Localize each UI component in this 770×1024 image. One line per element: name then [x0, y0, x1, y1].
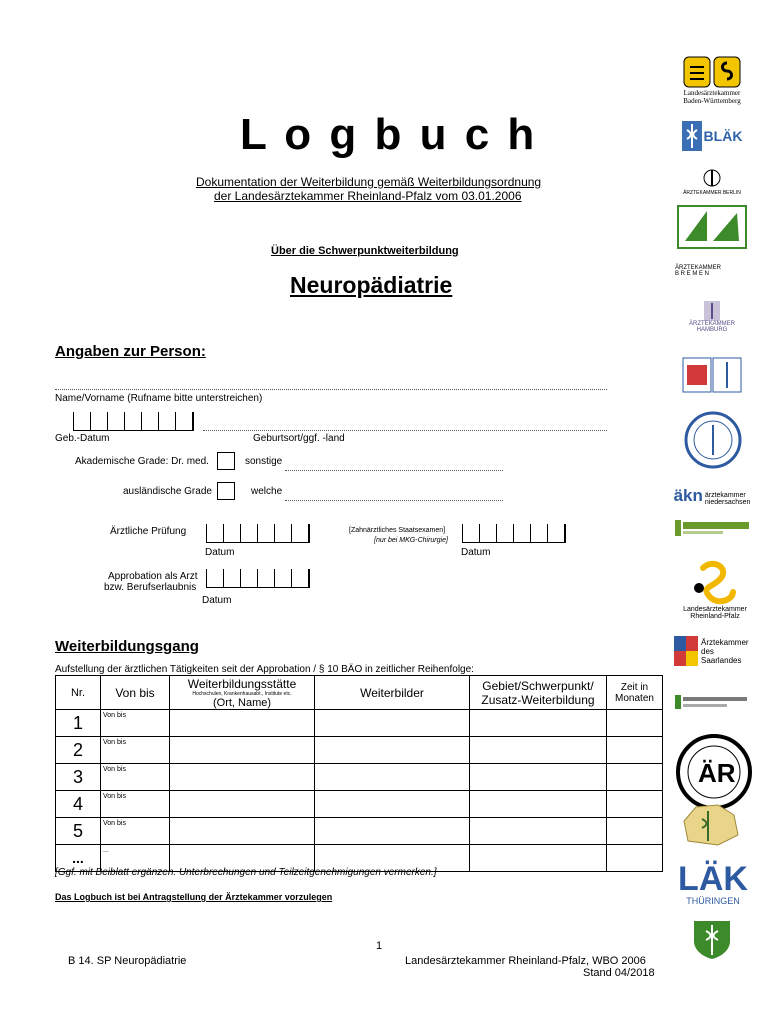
- row-area-cell[interactable]: [470, 764, 607, 791]
- row-von-bis[interactable]: Von bis: [101, 818, 170, 845]
- row-number: 2: [56, 737, 101, 764]
- academic-degree-label: Akademische Grade: Dr. med.: [75, 456, 209, 467]
- logo-rlp-line2: Rheinland-Pfalz: [690, 613, 740, 620]
- document-subtitle-line1: Dokumentation der Weiterbildung gemäß Weiterbildungsordnung: [196, 175, 542, 189]
- logo-baden-wuerttemberg: [672, 50, 752, 110]
- table-row: [56, 791, 663, 818]
- training-table: [55, 675, 663, 872]
- footer-right-line1: Landesärztekammer Rheinland-Pfalz, WBO 2006: [405, 955, 646, 967]
- row-site-cell[interactable]: [170, 710, 315, 737]
- foreign-degree-label: ausländische Grade: [123, 486, 212, 497]
- mkg-label: [nur bei MKG-Chirurgie]: [374, 537, 448, 544]
- col-site-small: Hochschulen, Krankenhausabt., Institute etc.: [192, 690, 292, 697]
- row-time-cell[interactable]: [607, 791, 663, 818]
- logo-niedersachsen: [672, 476, 752, 506]
- logo-aekn-line1: ärztekammer: [704, 492, 746, 499]
- round-seal-icon: [680, 411, 746, 469]
- logo-hamburg-line2: HAMBURG: [696, 327, 728, 333]
- row-area-cell[interactable]: [470, 818, 607, 845]
- name-label: Name/Vorname (Rufname bitte unterstreichen): [55, 393, 263, 404]
- document-subtitle-line2: der Landesärztekammer Rheinland-Pfalz vom 03.01.2006: [214, 189, 522, 203]
- row-trainer-cell[interactable]: [315, 818, 470, 845]
- row-site-cell[interactable]: [170, 737, 315, 764]
- specialty-heading: Neuropädiatrie: [290, 272, 453, 298]
- logo-hamburg: [672, 296, 752, 338]
- birthplace-field-line[interactable]: [203, 429, 607, 431]
- training-section-title: Weiterbildungsgang: [55, 638, 199, 655]
- row-trainer-cell[interactable]: [315, 791, 470, 818]
- logo-bremen: [672, 258, 752, 284]
- logo-rheinland-pfalz: [672, 552, 758, 626]
- row-number: 5: [56, 818, 101, 845]
- logo-aekn-big: äkn: [673, 486, 703, 505]
- table-row: [56, 710, 663, 737]
- other-degree-line[interactable]: [285, 469, 503, 471]
- table-header-row: [56, 676, 663, 710]
- table-row: [56, 737, 663, 764]
- row-time-cell[interactable]: [607, 818, 663, 845]
- which-label: welche: [251, 486, 283, 497]
- col-site-sub: (Ort, Name): [212, 696, 272, 709]
- chamber-emblem-icon: [677, 205, 747, 249]
- logo-bremen-line1: ÄRZTEKAMMER: [675, 265, 722, 271]
- col-trainer: Weiterbilder: [315, 676, 470, 710]
- row-area-cell[interactable]: [470, 845, 607, 872]
- col-time-line1: Zeit in: [620, 681, 649, 693]
- table-row: [56, 764, 663, 791]
- col-area: [470, 676, 607, 710]
- logo-berlin-text: ÄRZTEKAMMER BERLIN: [683, 190, 741, 196]
- other-degree-label: sonstige: [245, 456, 283, 467]
- approbation-date-field[interactable]: [206, 569, 310, 588]
- dental-exam-label: [Zahnärztliches Staatsexamen]: [349, 527, 446, 534]
- approbation-label-line1: Approbation als Arzt: [108, 571, 198, 582]
- logo-rlp-line1: Landesärztekammer: [683, 606, 747, 613]
- logo-blaek: [672, 118, 752, 154]
- row-trainer-cell[interactable]: [315, 737, 470, 764]
- row-area-cell[interactable]: [470, 737, 607, 764]
- col-site: [170, 676, 315, 710]
- row-von-bis[interactable]: Von bis: [101, 764, 170, 791]
- table-note: [Ggf. mit Beiblatt ergänzen. Unterbrechungen und Teilzeitgenehmigungen vermerken.]: [55, 867, 437, 878]
- logo-saar-line3: Saarlandes: [701, 655, 742, 665]
- logo-aekn-line2: niedersachsen: [704, 499, 751, 506]
- logo-bw-line2: Baden-Württemberg: [683, 97, 741, 105]
- row-area-cell[interactable]: [470, 791, 607, 818]
- dr-med-checkbox[interactable]: [217, 452, 235, 470]
- exam-date-field[interactable]: [206, 524, 310, 543]
- logo-mecklenburg: [678, 410, 748, 470]
- row-time-cell[interactable]: [607, 764, 663, 791]
- footer-right-line2: Stand 04/2018: [583, 967, 655, 979]
- shield-caduceus-icon: [690, 917, 734, 961]
- birthplace-label: Geburtsort/ggf. -land: [253, 433, 345, 444]
- logo-nordrhein: [674, 516, 752, 540]
- col-von-bis: Von bis: [101, 676, 170, 710]
- approbation-label-line2: bzw. Berufserlaubnis: [104, 582, 197, 593]
- hessen-shield-icon: [682, 357, 742, 393]
- row-site-cell[interactable]: [170, 791, 315, 818]
- row-number: ...: [56, 845, 101, 872]
- row-trainer-cell[interactable]: [315, 710, 470, 737]
- logo-thueringen-big: LÄK: [678, 860, 748, 898]
- approbation-date-label: Datum: [202, 595, 232, 606]
- logo-berlin: [672, 162, 752, 200]
- row-time-cell[interactable]: [607, 845, 663, 872]
- sachsen-banner-icon: [675, 693, 751, 711]
- logo-blaek-text: BLÄK: [703, 128, 743, 144]
- page-number: 1: [376, 940, 383, 952]
- exam-label: Ärztliche Prüfung: [110, 526, 187, 537]
- row-site-cell[interactable]: [170, 764, 315, 791]
- col-nr: Nr.: [56, 676, 101, 710]
- col-site-title: Weiterbildungsstätte: [187, 676, 297, 691]
- row-time-cell[interactable]: [607, 710, 663, 737]
- logo-thueringen-small: THÜRINGEN: [686, 896, 740, 906]
- exam-date-label: Datum: [205, 547, 235, 558]
- row-von-bis[interactable]: Von bis: [101, 710, 170, 737]
- which-degree-line[interactable]: [285, 499, 503, 501]
- table-row: [56, 818, 663, 845]
- logo-saar-line1: Ärztekammer: [701, 637, 749, 647]
- row-area-cell[interactable]: [470, 710, 607, 737]
- row-trainer-cell[interactable]: [315, 764, 470, 791]
- nordrhein-banner-icon: [675, 518, 751, 538]
- dental-exam-date-field[interactable]: [462, 524, 566, 543]
- col-time: [607, 676, 663, 710]
- hamburg-caduceus-icon: [704, 301, 720, 321]
- row-von-bis[interactable]: Von bis: [101, 791, 170, 818]
- row-number: 4: [56, 791, 101, 818]
- birthdate-label: Geb.-Datum: [55, 433, 110, 444]
- col-time-line2: Monaten: [615, 692, 654, 704]
- logo-bw-line1: Landesärztekammer: [683, 89, 741, 97]
- subheading: Über die Schwerpunktweiterbildung: [271, 245, 459, 257]
- logo-hessen: [680, 356, 744, 394]
- row-number: 3: [56, 764, 101, 791]
- logo-saarland: [674, 634, 754, 668]
- foreign-degree-checkbox[interactable]: [217, 482, 235, 500]
- logo-saar-line2: des: [701, 646, 714, 656]
- logo-sachsen: [674, 692, 752, 712]
- name-field-line[interactable]: [55, 388, 607, 390]
- logo-thueringen: [672, 856, 754, 912]
- caduceus-icon: [682, 121, 702, 151]
- logo-hamburg-line1: ÄRZTEKAMMER: [688, 321, 735, 327]
- logo-saar-text: [701, 638, 749, 665]
- training-intro: Aufstellung der ärztlichen Tätigkeiten seit der Approbation / § 10 BÄO in zeitlicher Reihenfolge:: [55, 664, 474, 675]
- birthdate-field[interactable]: [73, 412, 194, 431]
- row-von-bis[interactable]: ...: [101, 845, 170, 872]
- logo-bremen-line2: B R E M E N: [675, 271, 710, 277]
- person-section-title: Angaben zur Person:: [55, 343, 206, 360]
- coat-of-arms-icon: [682, 55, 742, 89]
- document-title: L o g b u c h: [240, 110, 538, 159]
- logo-westfalen-lippe: [684, 916, 740, 962]
- logo-aekn-text: [705, 492, 751, 506]
- saarland-shield-icon: [674, 636, 698, 666]
- row-number: 1: [56, 710, 101, 737]
- row-von-bis[interactable]: Von bis: [101, 737, 170, 764]
- footer-left: B 14. SP Neuropädiatrie: [68, 955, 187, 967]
- berlin-bear-icon: [703, 166, 721, 190]
- submission-instruction: Das Logbuch ist bei Antragstellung der Ärztekammer vorzulegen: [55, 892, 333, 902]
- logo-schleswig-holstein: [676, 800, 746, 850]
- svg-text:ÄR: ÄR: [698, 758, 736, 788]
- col-area-line1: Gebiet/Schwerpunkt/: [482, 678, 594, 693]
- logo-saxony-chamber: [676, 204, 748, 250]
- sh-map-icon: [678, 801, 744, 849]
- snake-staff-icon: [689, 558, 741, 606]
- col-area-line2: Zusatz-Weiterbildung: [481, 692, 595, 707]
- dental-exam-date-label: Datum: [461, 547, 491, 558]
- row-site-cell[interactable]: [170, 818, 315, 845]
- row-time-cell[interactable]: [607, 737, 663, 764]
